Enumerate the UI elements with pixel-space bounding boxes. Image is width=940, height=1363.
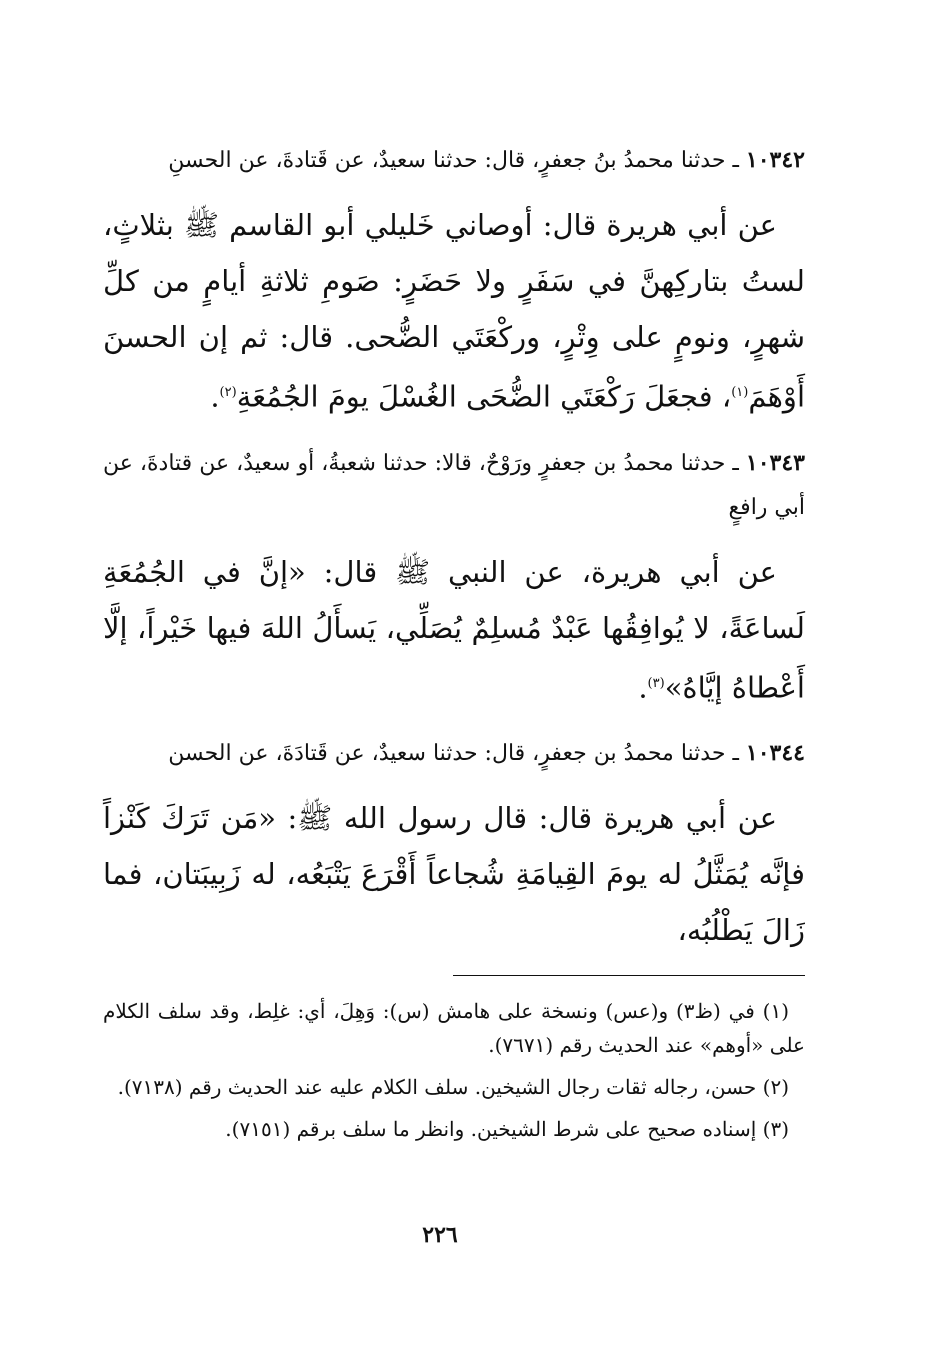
isnad-text: حدثنا محمدُ بن جعفرٍ، قال: حدثنا سعيدٌ، عن قَتادَةَ، عن الحسن	[168, 741, 726, 767]
separator: ـ	[725, 450, 739, 476]
isnad-text: حدثنا محمدُ بن جعفرٍ ورَوْحٌ، قالا: حدثنا شعبةُ، أو سعيدٌ، عن قتادةَ، عن أبي رافعٍ	[103, 450, 805, 520]
hadith-matn	[103, 790, 805, 958]
footnote-ref: (١)	[731, 385, 749, 400]
matn-text-continued: ، فجعَلَ رَكْعَتَي الضُّحَى الغُسْلَ يومَ الجُمُعَةِ	[236, 379, 732, 414]
hadith-number: ١٠٣٤٢	[745, 147, 805, 173]
footnote: (١) في (ظ٣) و(عس) ونسخة على هامش (س): وَهِلَ، أي: غلِط، وقد سلف الكلام على «أوهم» عند الحديث رقم (٧٦٧١).	[103, 999, 805, 1057]
matn-end: .	[210, 379, 220, 414]
page-number: ٢٢٦	[422, 1222, 458, 1248]
matn-text: عن أبي هريرة، عن النبي ﷺ قال: «إنَّ في الجُمُعَةِ لَساعَةً، لا يُوافِقُها عَبْدٌ مُسلِمٌ يُصَلِّي، يَسأَلُ اللهَ فيها خَيْراً، إلَّا أَعْطاهُ إيَّاهُ»	[103, 554, 805, 705]
hadith-isnad	[103, 138, 805, 183]
matn-text: عن أبي هريرة قال: أوصاني خَليلي أبو القاسم ﷺ بثلاثٍ، لستُ بتاركِهنَّ في سَفَرٍ ولا حَضَرٍ: صَومِ ثلاثةِ أيامٍ من كلِّ شهرٍ، ونومٍ على وِتْرٍ، وركْعَتَي الضُّحى. قال: ثم إن الحسنَ أَوْهَمَ	[103, 208, 805, 414]
hadith-isnad	[103, 441, 805, 530]
matn-end: .	[638, 670, 648, 705]
footnote: (٢) حسن، رجاله ثقات رجال الشيخين. سلف الكلام عليه عند الحديث رقم (٧١٣٨).	[117, 1075, 789, 1099]
isnad-text: حدثنا محمدُ بنُ جعفرٍ، قال: حدثنا سعيدٌ، عن قَتادةَ، عن الحسنِ	[168, 148, 726, 173]
footnotes	[103, 994, 805, 1154]
page-body	[103, 138, 805, 974]
footnote-ref: (٢)	[219, 385, 237, 400]
hadith-matn	[103, 544, 805, 716]
hadith-number: ١٠٣٤٣	[745, 449, 805, 476]
hadith-isnad	[103, 731, 805, 776]
separator: ـ	[725, 148, 739, 173]
footnote-ref: (٣)	[647, 675, 665, 691]
matn-text: عن أبي هريرة قال: قال رسول الله ﷺ: «مَن تَرَكَ كَنْزاً فإنَّه يُمَثَّلُ له يومَ القِيامَةِ شُجاعاً أَقْرَعَ يَتْبَعُه، له زَبِيبَتان، فما زَالَ يَطْلُبُه،	[103, 801, 805, 948]
separator: ـ	[725, 741, 739, 767]
footnote-divider	[453, 975, 805, 976]
hadith-number: ١٠٣٤٤	[745, 740, 805, 767]
footnote: (٣) إسناده صحيح على شرط الشيخين. وانظر ما سلف برقم (٧١٥١).	[225, 1117, 789, 1141]
hadith-matn	[103, 197, 805, 425]
